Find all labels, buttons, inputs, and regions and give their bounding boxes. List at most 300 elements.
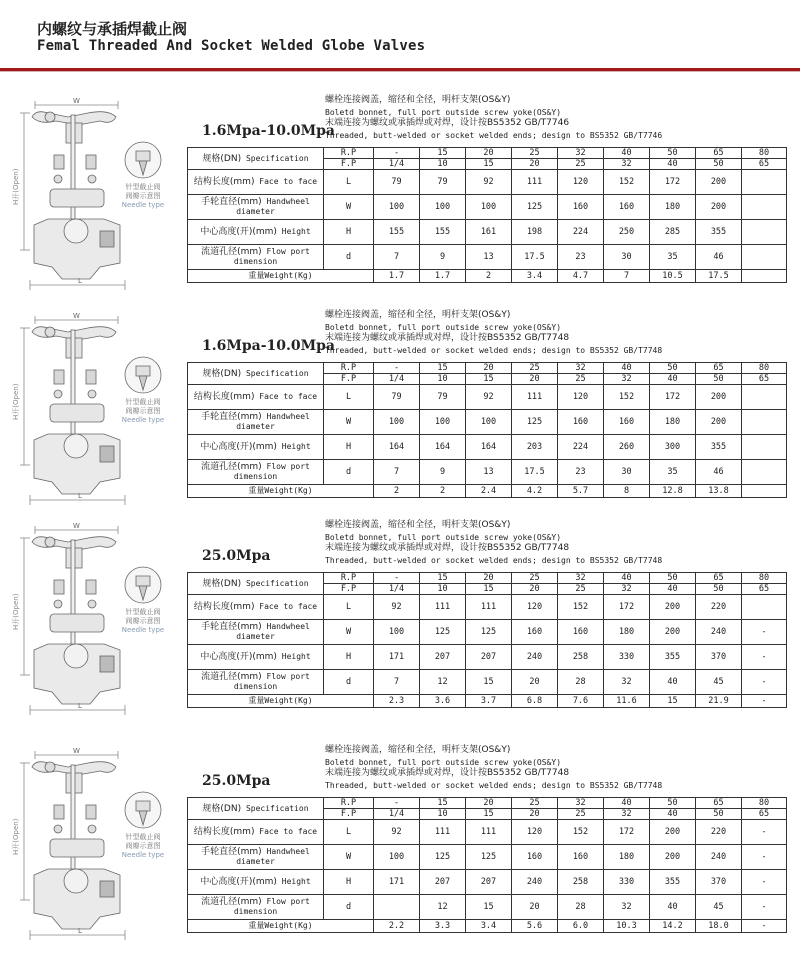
table-row-handwheel [188,620,787,645]
needle-caption-cn-2: 阀瓣示意图 [125,407,161,415]
face-to-face-value: 79 [374,170,420,195]
note-en-bonnet: Boletd bonnet, full port outside screw yoke(OS&Y) [325,322,562,332]
weight-value: 2 [374,485,420,498]
handwheel-value: 125 [512,410,558,435]
needle-caption-en: Needle type [121,416,165,424]
spec-label [188,798,324,820]
needle-type-caption [113,608,173,635]
fp-value: 32 [604,374,650,385]
spec-label-en: Specification [245,153,309,163]
weight-value: 2 [466,270,512,283]
flow-port-value: 23 [558,460,604,485]
spec-label [188,148,324,170]
height-value: 207 [420,645,466,670]
weight-value: - [742,920,787,933]
flow-port-value: 40 [650,895,696,920]
fp-value: 65 [742,584,787,595]
title-english: Femal Threaded And Socket Welded Globe Valves [37,38,426,54]
svg-text:L: L [78,927,82,935]
fp-value: 20 [512,809,558,820]
table-row-handwheel [188,195,787,220]
flow-port-value: 20 [512,895,558,920]
flow-port-label-cn: 流道孔径(mm) [201,897,262,907]
flow-port-value: - [742,895,787,920]
section-notes [325,520,662,566]
height-label-cn: 中心高度(开)(mm) [200,442,277,452]
needle-caption-en: Needle type [121,626,165,634]
face-to-face-value: 172 [604,595,650,620]
rp-value: 32 [558,148,604,159]
height-value: 330 [604,645,650,670]
note-en-bonnet: Boletd bonnet, full port outside screw yoke(OS&Y) [325,757,562,767]
rp-value: 80 [742,573,787,584]
table-row-weight [188,270,787,283]
weight-value: 3.4 [466,920,512,933]
spec-label-cn: 规格(DN) [202,153,242,164]
height-label-en: Height [281,877,311,886]
fp-value: 65 [742,374,787,385]
face-to-face-label-cn: 结构长度(mm) [193,827,255,837]
symbol-d: d [324,245,374,270]
note-en-ends: Threaded, butt-welded or socket welded ends; design to BS5352 GB/T7746 [325,130,663,140]
rp-value: 65 [696,798,742,809]
pressure-rating: 1.6Mpa-10.0Mpa [202,123,335,139]
face-to-face-value: 111 [512,385,558,410]
rp-value: 50 [650,148,696,159]
table-row-height [188,870,787,895]
handwheel-label-en: Handwheel diameter [236,412,310,431]
height-value: 198 [512,220,558,245]
width-label: W [73,97,80,105]
rp-value: 25 [512,573,558,584]
symbol-H: H [324,870,374,895]
handwheel-label-en: Handwheel diameter [236,847,310,866]
flow-port-label [188,895,324,920]
rp-value: 50 [650,573,696,584]
table-row-flow-port [188,460,787,485]
weight-value: 5.7 [558,485,604,498]
face-to-face-value: 92 [374,595,420,620]
handwheel-value: 160 [558,195,604,220]
height-value: 155 [374,220,420,245]
weight-value: 1.7 [420,270,466,283]
fp-value: 40 [650,374,696,385]
symbol-H: H [324,435,374,460]
table-row-rp [188,573,787,584]
handwheel-value: 100 [420,410,466,435]
weight-value: 6.8 [512,695,558,708]
height-value: 258 [558,870,604,895]
symbol-d: d [324,460,374,485]
flow-port-label-en: Flow port dimension [233,462,310,481]
flow-port-label-cn: 流道孔径(mm) [201,462,262,472]
handwheel-value [742,195,787,220]
fp-value: 40 [650,809,696,820]
rp-label: R.P [324,573,374,584]
flow-port-value: 7 [374,245,420,270]
rp-label: R.P [324,798,374,809]
face-to-face-value [742,595,787,620]
rp-value: 50 [650,798,696,809]
handwheel-label [188,845,324,870]
height-label [188,220,324,245]
flow-port-value: 15 [466,670,512,695]
height-value: 355 [696,435,742,460]
face-to-face-label-cn: 结构长度(mm) [193,177,255,187]
spec-label-en: Specification [245,368,309,378]
weight-value: 7.6 [558,695,604,708]
height-value: 355 [650,870,696,895]
rp-value: 40 [604,363,650,374]
height-value: 240 [512,645,558,670]
weight-label: 重量Weight(Kg) [188,485,374,498]
table-row-rp [188,363,787,374]
table-row-weight [188,695,787,708]
note-en-ends: Threaded, butt-welded or socket welded ends; design to BS5352 GB/T7748 [325,555,663,565]
fp-value: 25 [558,809,604,820]
handwheel-value: 200 [696,195,742,220]
width-label: W [73,522,80,530]
rp-value: 40 [604,798,650,809]
rp-value: - [374,363,420,374]
symbol-W: W [324,845,374,870]
table-row-weight [188,485,787,498]
handwheel-value: 180 [650,410,696,435]
rp-value: 15 [420,148,466,159]
face-to-face-value: 79 [420,385,466,410]
flow-port-value: 35 [650,460,696,485]
table-row-handwheel [188,410,787,435]
spec-label-cn: 规格(DN) [202,578,242,589]
flow-port-value: 28 [558,895,604,920]
height-value: 224 [558,220,604,245]
table-row-rp [188,798,787,809]
rp-value: 32 [558,363,604,374]
height-value: 330 [604,870,650,895]
flow-port-value: 32 [604,670,650,695]
height-label [188,870,324,895]
flow-port-value: 9 [420,245,466,270]
title-chinese: 内螺纹与承插焊截止阀 [37,20,188,38]
face-to-face-value: 79 [374,385,420,410]
specification-table [187,797,787,933]
weight-value: 3.7 [466,695,512,708]
flow-port-value: 9 [420,460,466,485]
flow-port-value: 17.5 [512,460,558,485]
handwheel-value: - [742,845,787,870]
flow-port-label-en: Flow port dimension [233,672,310,691]
fp-value: 10 [420,159,466,170]
fp-value: 15 [466,809,512,820]
handwheel-value: 240 [696,845,742,870]
symbol-W: W [324,410,374,435]
height-value: 370 [696,870,742,895]
handwheel-value: 100 [374,845,420,870]
rp-value: 20 [466,148,512,159]
rp-value: 20 [466,573,512,584]
weight-value: 18.0 [696,920,742,933]
flow-port-value: 23 [558,245,604,270]
rp-value: 25 [512,798,558,809]
weight-value: - [742,695,787,708]
spec-label [188,363,324,385]
handwheel-value: 100 [374,620,420,645]
fp-value: 20 [512,584,558,595]
handwheel-label [188,620,324,645]
face-to-face-label [188,595,324,620]
height-label-en: Height [281,442,311,451]
handwheel-value: 125 [420,620,466,645]
height-value: 171 [374,870,420,895]
note-cn-ends: 末端连接为螺纹或承插焊或对焊，设计按BS5352 GB/T7748 [325,543,570,553]
face-to-face-value: 111 [420,820,466,845]
height-value: 258 [558,645,604,670]
weight-value: 4.2 [512,485,558,498]
rp-value: 65 [696,573,742,584]
flow-port-value: 30 [604,245,650,270]
height-label-cn: 中心高度(开)(mm) [200,227,277,237]
flow-port-value: 12 [420,895,466,920]
note-cn-bonnet: 螺栓连接阀盖，缩径和全径，明杆支架(OS&Y) [325,520,511,530]
face-to-face-label [188,385,324,410]
valve-drawing [8,95,183,295]
flow-port-value: - [742,670,787,695]
handwheel-value: 125 [512,195,558,220]
symbol-L: L [324,820,374,845]
table-row-handwheel [188,845,787,870]
table-row-face-to-face [188,385,787,410]
rp-value: 15 [420,573,466,584]
weight-value [742,485,787,498]
fp-label: F.P [324,584,374,595]
note-en-bonnet: Boletd bonnet, full port outside screw yoke(OS&Y) [325,532,562,542]
fp-value: 25 [558,159,604,170]
height-value [742,435,787,460]
rp-value: 65 [696,363,742,374]
weight-value: 15 [650,695,696,708]
handwheel-value: 240 [696,620,742,645]
handwheel-value: 100 [420,195,466,220]
specification-table [187,147,787,283]
needle-type-caption [113,833,173,860]
handwheel-value: 180 [604,620,650,645]
flow-port-value: 28 [558,670,604,695]
height-value: 285 [650,220,696,245]
handwheel-label-cn: 手轮直径(mm) [201,622,262,632]
note-cn-bonnet: 螺栓连接阀盖，缩径和全径，明杆支架(OS&Y) [325,310,511,320]
section-notes [325,95,662,141]
needle-caption-en: Needle type [121,201,165,209]
handwheel-value: 180 [650,195,696,220]
face-to-face-value [742,170,787,195]
weight-value: 7 [604,270,650,283]
height-value: 155 [420,220,466,245]
fp-value: 32 [604,809,650,820]
handwheel-value: - [742,620,787,645]
face-to-face-value: - [742,820,787,845]
handwheel-label-en: Handwheel diameter [236,622,310,641]
flow-port-value: 13 [466,245,512,270]
handwheel-value: 160 [512,620,558,645]
face-to-face-value: 111 [512,170,558,195]
flow-port-value: 46 [696,460,742,485]
svg-text:H开(Open): H开(Open) [12,593,20,630]
rp-label: R.P [324,148,374,159]
fp-value: 50 [696,584,742,595]
height-value: 355 [696,220,742,245]
note-cn-bonnet: 螺栓连接阀盖，缩径和全径，明杆支架(OS&Y) [325,95,511,105]
handwheel-value: 160 [558,845,604,870]
weight-value: 11.6 [604,695,650,708]
weight-value [742,270,787,283]
rp-value: 20 [466,798,512,809]
height-value: 370 [696,645,742,670]
pressure-rating: 25.0Mpa [202,773,271,789]
face-to-face-value: 79 [420,170,466,195]
flow-port-value: 40 [650,670,696,695]
flow-port-value: 7 [374,460,420,485]
flow-port-label-cn: 流道孔径(mm) [201,672,262,682]
weight-value: 3.4 [512,270,558,283]
weight-value: 17.5 [696,270,742,283]
fp-value: 1/4 [374,809,420,820]
fp-value: 50 [696,809,742,820]
flow-port-value: 45 [696,895,742,920]
face-to-face-value [742,385,787,410]
handwheel-value: 160 [558,620,604,645]
fp-label: F.P [324,159,374,170]
table-row-flow-port [188,895,787,920]
rp-value: 80 [742,798,787,809]
flow-port-value: 30 [604,460,650,485]
rp-value: 32 [558,573,604,584]
fp-value: 40 [650,159,696,170]
height-value: 164 [420,435,466,460]
table-row-height [188,645,787,670]
handwheel-value: 200 [650,620,696,645]
face-to-face-value: 152 [558,820,604,845]
spec-label [188,573,324,595]
height-value: 300 [650,435,696,460]
handwheel-label-en: Handwheel diameter [236,197,310,216]
needle-caption-cn-2: 阀瓣示意图 [125,192,161,200]
needle-caption-cn-1: 针型截止阀 [125,398,161,406]
face-to-face-value: 200 [696,385,742,410]
face-to-face-label-en: Face to face [259,827,318,836]
weight-value: 21.9 [696,695,742,708]
flow-port-value: 17.5 [512,245,558,270]
face-to-face-value: 152 [558,595,604,620]
weight-value: 10.3 [604,920,650,933]
flow-port-label [188,460,324,485]
handwheel-label-cn: 手轮直径(mm) [201,847,262,857]
weight-value: 13.8 [696,485,742,498]
note-cn-bonnet: 螺栓连接阀盖，缩径和全径，明杆支架(OS&Y) [325,745,511,755]
fp-value: 10 [420,809,466,820]
height-label [188,645,324,670]
handwheel-value: 100 [466,195,512,220]
rp-value: - [374,798,420,809]
weight-value: 6.0 [558,920,604,933]
handwheel-value: 125 [420,845,466,870]
fp-value: 10 [420,584,466,595]
face-to-face-value: 220 [696,820,742,845]
fp-value: 15 [466,584,512,595]
flow-port-value: 45 [696,670,742,695]
weight-value: 4.7 [558,270,604,283]
height-value: 161 [466,220,512,245]
fp-value: 10 [420,374,466,385]
height-label [188,435,324,460]
height-value: 203 [512,435,558,460]
face-to-face-value: 120 [558,385,604,410]
needle-caption-cn-2: 阀瓣示意图 [125,842,161,850]
fp-value: 25 [558,584,604,595]
rp-value: 32 [558,798,604,809]
fp-label: F.P [324,809,374,820]
valve-section-1 [0,95,800,305]
note-cn-ends: 末端连接为螺纹或承插焊或对焊，设计按BS5352 GB/T7746 [325,118,570,128]
note-en-ends: Threaded, butt-welded or socket welded ends; design to BS5352 GB/T7748 [325,345,663,355]
height-label-en: Height [281,652,311,661]
handwheel-value: 180 [604,845,650,870]
note-en-bonnet: Boletd bonnet, full port outside screw yoke(OS&Y) [325,107,562,117]
handwheel-value: 100 [466,410,512,435]
weight-value: 14.2 [650,920,696,933]
height-value: 240 [512,870,558,895]
face-to-face-value: 152 [604,385,650,410]
handwheel-label [188,410,324,435]
rp-value: 80 [742,363,787,374]
face-to-face-label [188,170,324,195]
face-to-face-value: 120 [512,820,558,845]
height-value [742,220,787,245]
handwheel-value: 125 [466,620,512,645]
svg-text:L: L [78,277,82,285]
height-label-cn: 中心高度(开)(mm) [200,652,277,662]
weight-label: 重量Weight(Kg) [188,920,374,933]
face-to-face-value: 92 [466,170,512,195]
flow-port-value [374,895,420,920]
fp-value: 50 [696,159,742,170]
valve-section-4 [0,745,800,955]
spec-label-cn: 规格(DN) [202,368,242,379]
face-to-face-value: 120 [512,595,558,620]
height-value: 224 [558,435,604,460]
section-notes [325,745,662,791]
spec-label-en: Specification [245,803,309,813]
weight-value: 2.3 [374,695,420,708]
valve-drawing [8,520,183,720]
face-to-face-value: 111 [466,820,512,845]
flow-port-value: 15 [466,895,512,920]
flow-port-value [742,460,787,485]
table-row-weight [188,920,787,933]
height-value: 164 [374,435,420,460]
svg-text:H开(Open): H开(Open) [12,818,20,855]
flow-port-value: 20 [512,670,558,695]
weight-value: 12.8 [650,485,696,498]
symbol-d: d [324,670,374,695]
handwheel-value: 160 [558,410,604,435]
rp-value: 25 [512,148,558,159]
table-row-face-to-face [188,595,787,620]
fp-value: 32 [604,159,650,170]
flow-port-label [188,670,324,695]
fp-value: 50 [696,374,742,385]
fp-value: 65 [742,159,787,170]
fp-value: 20 [512,374,558,385]
